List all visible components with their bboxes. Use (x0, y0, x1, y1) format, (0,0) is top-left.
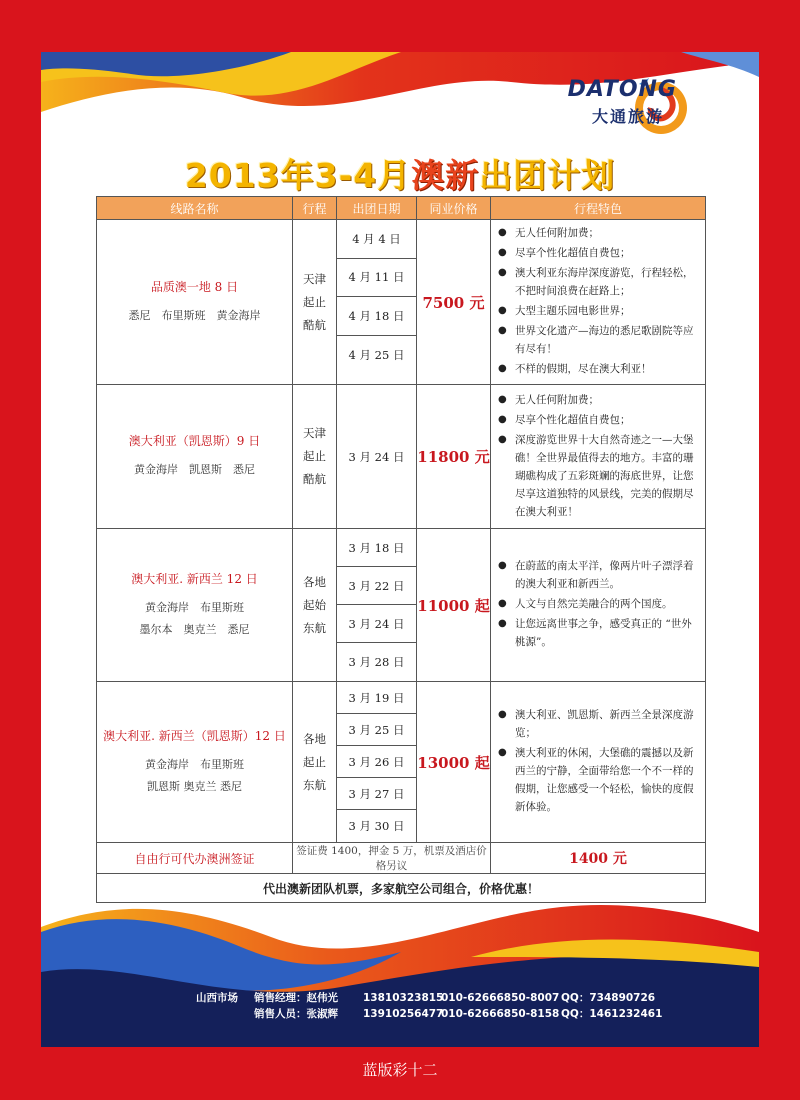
list-item: ● 在蔚蓝的南太平洋，像两片叶子漂浮着的澳大利亚和新西兰。 (515, 557, 699, 593)
contact-block (41, 990, 759, 1022)
header-trip: 行程 (293, 197, 337, 220)
logo-chinese: 大通旅游 (591, 107, 664, 126)
features-cell (491, 529, 706, 682)
dates-cell (337, 682, 417, 843)
route-name: 品质澳一地 8 日 (150, 279, 239, 294)
date-item: 4 月 18 日 (337, 297, 416, 336)
date-item: 3 月 26 日 (337, 746, 416, 778)
price-cell: 11000 起 (417, 529, 491, 682)
price-cell: 13000 起 (417, 682, 491, 843)
date-item: 3 月 18 日 (337, 529, 416, 567)
list-item: ● 深度游览世界十大自然奇迹之一—大堡礁！全世界最值得去的地方。丰富的珊瑚礁构成了五彩斑斓的海底世界，让您尽享这道独特的风景线，完美的假期尽在澳大利亚！ (515, 431, 699, 521)
trip-line: 起止 (303, 294, 326, 309)
date-item: 3 月 27 日 (337, 778, 416, 810)
poster (41, 52, 759, 1047)
trip-line: 起止 (303, 449, 326, 463)
contact-row-manager (41, 990, 759, 1006)
list-item: ● 澳大利亚、凯恩斯、新西兰全景深度游览； (515, 706, 699, 742)
route-cities: 黄金海岸 布里斯班 (145, 600, 244, 614)
route-cities: 凯恩斯 奥克兰 悉尼 (147, 779, 242, 793)
route-name: 澳大利亚. 新西兰 12 日 (131, 571, 258, 586)
visa-note: 签证费 1400，押金 5 万，机票及酒店价格另议 (293, 843, 491, 874)
list-item: ● 澳大利亚东海岸深度游览，行程轻松，不把时间浪费在赶路上； (515, 264, 699, 300)
date-item: 3 月 28 日 (348, 655, 405, 669)
route-cell (97, 385, 293, 529)
trip-line: 各地 (303, 574, 326, 589)
features-cell (491, 385, 706, 529)
staff-label: 销售人员：张淑辉 (254, 1008, 338, 1020)
route-cities: 悉尼 布里斯班 黄金海岸 (128, 308, 261, 322)
list-item: ● 澳大利亚的休闲，大堡礁的震撼以及新西兰的宁静，全面带给您一个不一样的假期，让您感受一个轻松，愉快的度假新体验。 (515, 744, 699, 816)
logo-latin: DATONG (567, 77, 677, 102)
features-list (495, 391, 699, 521)
market-label: 山西市场 (196, 992, 238, 1004)
title-part-plan: 出团计划 (479, 156, 616, 195)
date-item: 3 月 22 日 (337, 567, 416, 605)
list-item: ● 尽享个性化超值自费包； (515, 411, 699, 429)
dates-cell (337, 220, 417, 385)
features-list (495, 224, 699, 378)
list-item: ● 无人任何附加费； (515, 391, 699, 409)
header-price: 同业价格 (417, 197, 491, 220)
route-cell (97, 529, 293, 682)
title-part-date: 2013年3-4月 (184, 156, 412, 195)
features-list (495, 557, 699, 651)
header-dates: 出团日期 (337, 197, 417, 220)
manager-tel: 010-62666850-8007 (441, 992, 560, 1004)
trip-line: 东航 (303, 777, 326, 792)
dates-cell (337, 385, 417, 529)
trip-cell (293, 220, 337, 385)
date-item: 3 月 24 日 (348, 449, 405, 464)
list-item: ● 大型主题乐园电影世界； (515, 302, 699, 320)
trip-line: 酷航 (303, 317, 326, 332)
manager-label: 销售经理：赵伟光 (254, 992, 338, 1004)
visa-price: 1400 元 (491, 843, 706, 874)
table-row (97, 385, 706, 529)
list-item: ● 让您远离世事之争，感受真正的 “世外桃源”。 (515, 615, 699, 651)
route-cities: 墨尔本 奥克兰 悉尼 (139, 622, 250, 636)
table-row (97, 682, 706, 843)
dates-cell (337, 529, 417, 682)
date-item: 3 月 30 日 (348, 819, 405, 833)
staff-qq: QQ：1461232461 (561, 1008, 663, 1020)
page-title (41, 150, 759, 197)
bottom-wave-decoration (41, 897, 759, 1047)
route-name: 澳大利亚（凯恩斯）9 日 (128, 434, 261, 448)
trip-cell (293, 385, 337, 529)
features-cell (491, 220, 706, 385)
ticket-notice: 代出澳新团队机票，多家航空公司组合，价格优惠！ (97, 874, 706, 903)
route-name: 澳大利亚. 新西兰（凯恩斯）12 日 (103, 728, 286, 743)
trip-line: 酷航 (303, 472, 326, 486)
trip-line: 天津 (303, 271, 326, 286)
date-item: 4 月 4 日 (337, 220, 416, 259)
title-part-region: 澳新 (411, 156, 480, 195)
date-item: 3 月 24 日 (337, 605, 416, 643)
list-item: ● 不样的假期，尽在澳大利亚！ (515, 360, 699, 378)
route-cell (97, 220, 293, 385)
features-list (495, 706, 699, 816)
trip-line: 起始 (303, 597, 326, 612)
tour-plan-table (96, 196, 706, 903)
footer-label: 蓝版彩十二 (362, 1061, 438, 1079)
list-item: ● 尽享个性化超值自费包； (515, 244, 699, 262)
visa-name: 自由行可代办澳洲签证 (97, 843, 293, 874)
header-route: 线路名称 (97, 197, 293, 220)
price-cell: 11800 元 (417, 385, 491, 529)
staff-tel: 010-62666850-8158 (441, 1008, 560, 1020)
list-item: ● 无人任何附加费； (515, 224, 699, 242)
trip-line: 各地 (303, 731, 326, 746)
features-cell (491, 682, 706, 843)
list-item: ● 人文与自然完美融合的两个国度。 (515, 595, 699, 613)
table-header-row (97, 197, 706, 220)
manager-mobile: 13810323815 (363, 992, 444, 1004)
route-cities: 黄金海岸 布里斯班 (145, 757, 244, 771)
manager-qq: QQ：734890726 (561, 992, 656, 1004)
header-features: 行程特色 (491, 197, 706, 220)
table-row (97, 529, 706, 682)
date-item: 4 月 25 日 (348, 347, 405, 362)
trip-line: 天津 (303, 426, 326, 440)
list-item: ● 世界文化遗产—海边的悉尼歌剧院等应有尽有！ (515, 322, 699, 358)
route-cell (97, 682, 293, 843)
table-row (97, 220, 706, 385)
date-item: 3 月 25 日 (337, 714, 416, 746)
staff-mobile: 13910256477 (363, 1008, 444, 1020)
trip-cell (293, 682, 337, 843)
contact-row-staff (41, 1006, 759, 1022)
trip-line: 东航 (303, 620, 326, 635)
price-cell: 7500 元 (417, 220, 491, 385)
visa-row (97, 843, 706, 874)
trip-line: 起止 (303, 754, 326, 769)
route-cities: 黄金海岸 凯恩斯 悉尼 (134, 463, 255, 476)
date-item: 4 月 11 日 (337, 259, 416, 298)
trip-cell (293, 529, 337, 682)
date-item: 3 月 19 日 (337, 682, 416, 714)
